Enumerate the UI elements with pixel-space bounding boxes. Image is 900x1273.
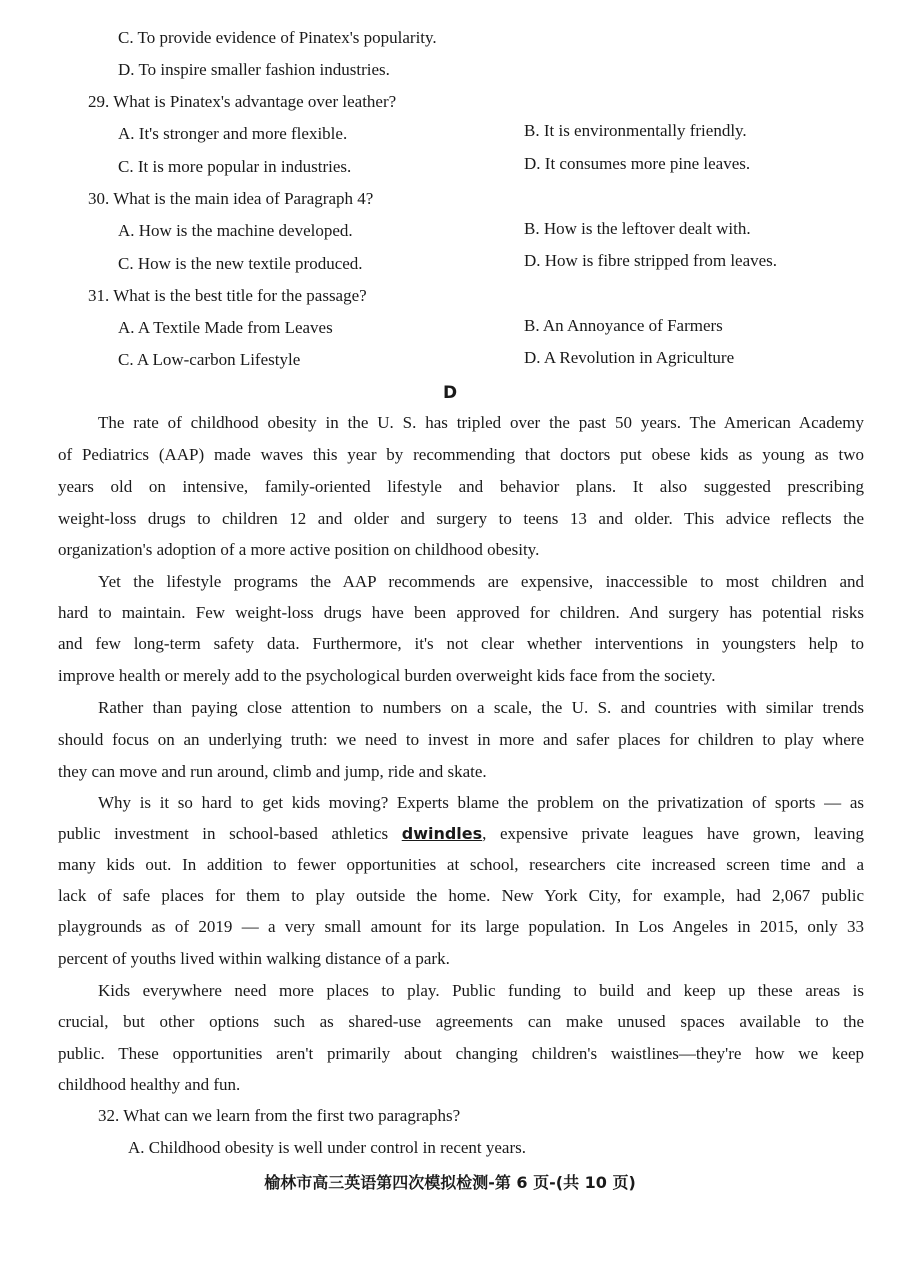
p1-line: of Pediatrics (AAP) made waves this year by recommending that doctors put obese kids as young as two: [58, 445, 864, 464]
q31-option-b: B. An Annoyance of Farmers: [524, 316, 723, 335]
q30-option-a: A. How is the machine developed.: [118, 221, 353, 240]
p2-line: Yet the lifestyle programs the AAP recommends are expensive, inaccessible to most children and: [98, 572, 864, 591]
q29-option-c: C. It is more popular in industries.: [118, 157, 352, 176]
question-32: 32. What can we learn from the first two paragraphs?: [98, 1106, 461, 1125]
question-29: 29. What is Pinatex's advantage over leather?: [88, 92, 397, 111]
p3-line: should focus on an underlying truth: we need to invest in more and safer places for children to play where: [58, 730, 864, 749]
p1-line: The rate of childhood obesity in the U. S. has tripled over the past 50 years. The American Academy: [98, 413, 864, 432]
p5-line: public. These opportunities aren't primarily about changing children's waistlines—they're how we keep: [58, 1044, 864, 1063]
q30-option-b: B. How is the leftover dealt with.: [524, 219, 751, 238]
p4-line: Why is it so hard to get kids moving? Experts blame the problem on the privatization of sports — as: [98, 793, 864, 812]
question-30: 30. What is the main idea of Paragraph 4?: [88, 189, 374, 208]
p1-line: organization's adoption of a more active position on childhood obesity.: [58, 540, 540, 559]
p1-line: weight-loss drugs to children 12 and older and surgery to teens 13 and older. This advice reflects the: [58, 509, 864, 528]
option-c-prev: C. To provide evidence of Pinatex's popularity.: [118, 28, 437, 47]
question-31: 31. What is the best title for the passage?: [88, 286, 367, 305]
p4-line: many kids out. In addition to fewer opportunities at school, researchers cite increased screen time and a: [58, 855, 864, 874]
p3-line: Rather than paying close attention to numbers on a scale, the U. S. and countries with similar trends: [98, 698, 864, 717]
vocab-word-dwindles: dwindles: [401, 824, 483, 843]
q30-option-d: D. How is fibre stripped from leaves.: [524, 251, 778, 270]
p2-line: hard to maintain. Few weight-loss drugs have been approved for children. And surgery has potential risks: [58, 603, 864, 622]
p4-text-before: public investment in school-based athletics: [58, 824, 402, 843]
q32-option-a: A. Childhood obesity is well under control in recent years.: [128, 1138, 526, 1157]
p4-line: playgrounds as of 2019 — a very small amount for its large population. In Los Angeles in 2015, only 33: [58, 917, 864, 936]
p5-line: Kids everywhere need more places to play. Public funding to build and keep up these areas is: [98, 981, 864, 1000]
p4-text-after: , expensive private leagues have grown, leaving: [482, 824, 864, 843]
q31-option-a: A. A Textile Made from Leaves: [118, 318, 333, 337]
q30-option-c: C. How is the new textile produced.: [118, 254, 363, 273]
q31-option-d: D. A Revolution in Agriculture: [524, 348, 735, 367]
q29-option-b: B. It is environmentally friendly.: [524, 121, 747, 140]
p4-line: lack of safe places for them to play outside the home. New York City, for example, had 2,067 public: [58, 886, 864, 905]
p3-line: they can move and run around, climb and jump, ride and skate.: [58, 762, 487, 781]
q29-option-d: D. It consumes more pine leaves.: [524, 154, 751, 173]
option-d-prev: D. To inspire smaller fashion industries.: [118, 60, 390, 79]
section-heading: D: [442, 383, 458, 403]
q31-option-c: C. A Low-carbon Lifestyle: [118, 350, 301, 369]
page-footer: 榆林市高三英语第四次模拟检测-第 6 页-(共 10 页): [264, 1173, 636, 1192]
p4-line: percent of youths lived within walking distance of a park.: [58, 949, 450, 968]
p5-line: childhood healthy and fun.: [58, 1075, 241, 1094]
q29-option-a: A. It's stronger and more flexible.: [118, 124, 348, 143]
p2-line: improve health or merely add to the psychological burden overweight kids face from the society.: [58, 666, 716, 685]
p4-line-vocab: [58, 824, 864, 844]
p5-line: crucial, but other options such as shared-use agreements can make unused spaces available to the: [58, 1012, 864, 1031]
p2-line: and few long-term safety data. Furthermore, it's not clear whether interventions in youngsters help to: [58, 634, 864, 653]
p1-line: years old on intensive, family-oriented lifestyle and behavior plans. It also suggested prescribing: [58, 477, 864, 496]
